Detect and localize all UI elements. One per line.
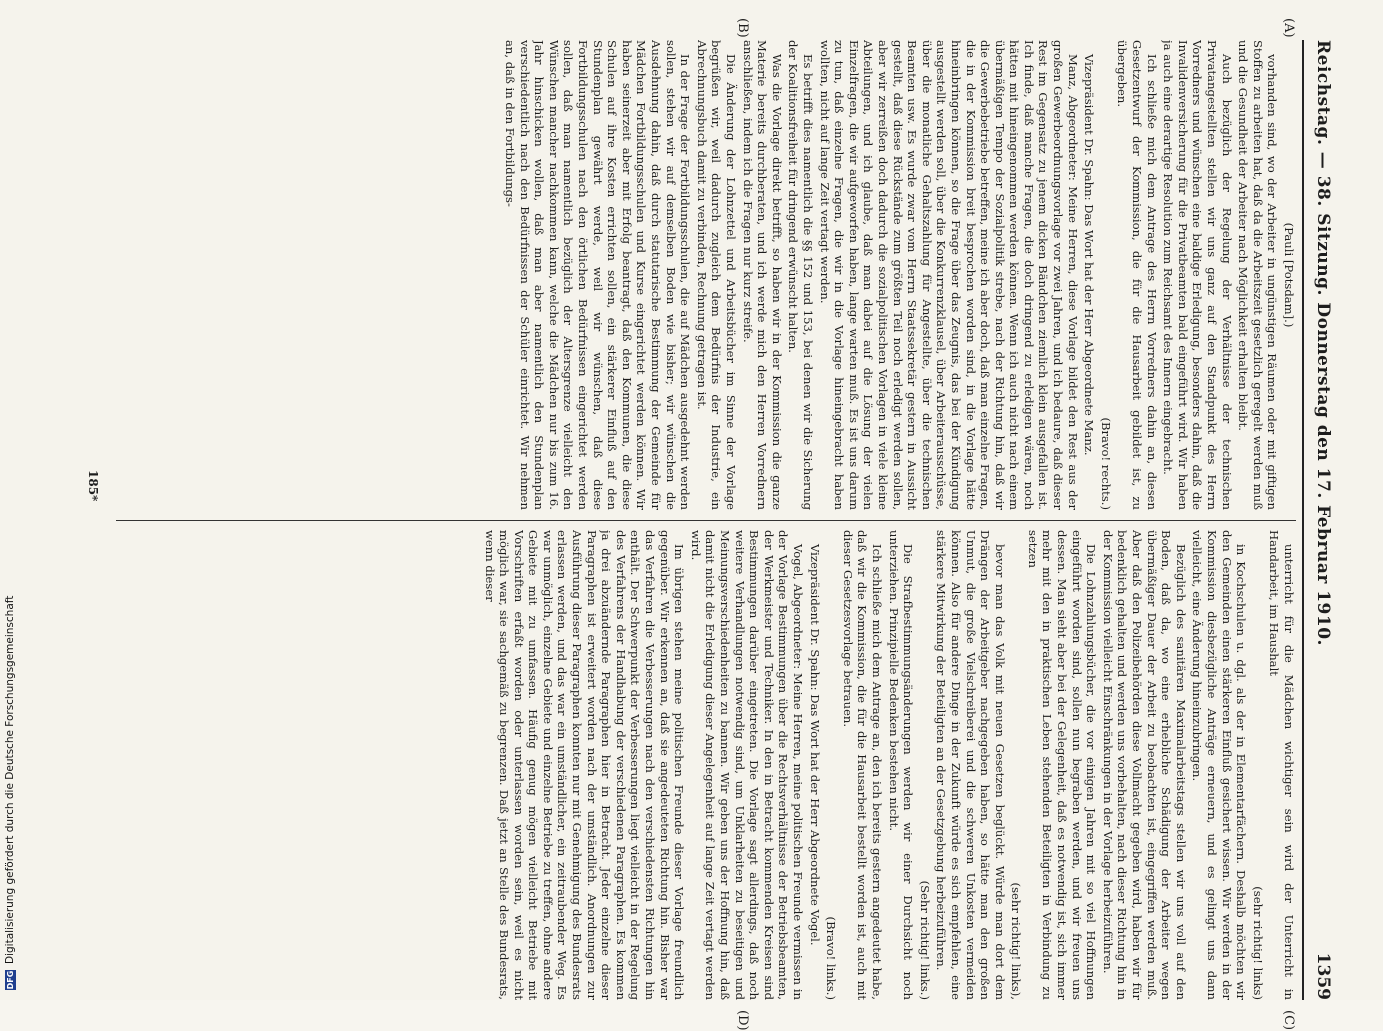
left-text-column: [116, 40, 1296, 510]
paragraph: Ich schließe mich dem Antrage des Herrn Vorredners dahin an, diesen Gesetzentwurf der Kommission, die für die Hausarbeit gebildet ist, zu übergeben.: [1115, 40, 1159, 510]
paragraph: Was die Vorlage direkt betrifft, so haben wir in der Kommission die ganze Materie bereits durchberaten, und ich werde mich den Herren Vorrednern anschließen, indem ich die Fragen nur kurz streife.: [740, 40, 784, 510]
paragraph: Es betrifft dies namentlich die §§ 152 und 153, bei denen wir die Sicherung der Koalitionsfreiheit für dringend erwünscht halten.: [786, 40, 815, 510]
paragraph: unterricht für die Mädchen wichtiger sein wird der Unterricht in Handarbeit, im Haushalt: [1267, 530, 1296, 1000]
margin-marker-c: (C): [1281, 1010, 1296, 1031]
rotated-page-content: [65, 18, 1340, 1031]
header-rule: [1302, 40, 1304, 1000]
margin-marker-d: (D): [735, 1010, 750, 1031]
page-header: [1306, 40, 1340, 1000]
paragraph: vorhanden sind, wo der Arbeiter in ungünstigen Räumen oder mit giftigen Stoffen zu arbeiten hat, daß da die Arbeitszeit gesetzlich geregelt werden muß und die Gesundheit der Arbeiter nach Möglichkeit erhalten bleibt.: [1236, 40, 1280, 510]
speaker-note: (Pauli [Potsdam].): [1282, 222, 1296, 328]
paragraph: Vizepräsident Dr. Spahn: Das Wort hat der Herr Abgeordnete Manz.: [1082, 54, 1097, 456]
paragraph: in Kochschulen u. dgl. als der in Elementarfächern. Deshalb möchten wir den Gemeinden einen stärkeren Einfluß gesichert wissen. Wir werden in der Kommission diesbezügliche Anträge erneuern, und es gelingt uns dann vielleicht, eine Änderung hineinzubringen.: [1190, 530, 1249, 1000]
paragraph: bevor man das Volk mit neuen Gesetzen beglückt. Würde man dort dem Drängen der Arbeitgeber nachgegeben haben, so hätte man den großen Unmut, die große Vielschreiberei und die schweren Unkosten vermeiden können. Also für andere Dinge in der Zukunft würde es sich empfehlen, eine stärkere Mitwirkung der Beteiligten an der Gesetzgebung herbeizuführen.: [934, 530, 1007, 1000]
page-number: 1359: [1313, 952, 1333, 1000]
interjection: (sehr richtig! links): [1250, 886, 1265, 1000]
margin-marker-a: (A): [1281, 18, 1296, 38]
page-header-title: Reichstag. — 38. Sitzung. Donnerstag den 17. Februar 1910.: [1313, 40, 1333, 646]
right-text-column: [116, 530, 1296, 1000]
paragraph: Die Strafbestimmungsänderungen werden wir einer Durchsicht noch unterziehen. Prinzipielle Bedenken bestehen nicht.: [886, 530, 916, 1000]
paragraph: Bezüglich des sanitären Maximalarbeitstags stellen wir uns voll auf den Boden, daß da, wo eine erhebliche Schädigung der Arbeiter wegen übermäßiger Dauer der Arbeit zu beobachten ist, eingegriffen werden muß. Aber daß den Polizeibehörden diese Vollmacht gegeben wird, haben wir für bedenklich gehalten und werden uns vorbehalten, nach dieser Richtung hin in der Kommission vielleicht Einschränkungen in der Vorlage herbeizuführen.: [1100, 530, 1188, 1000]
paragraph: Vogel, Abgeordneter: Meine Herren, meine politischen Freunde vermissen in der Vorlage Bestimmungen über die Rechtsverhältnisse der Betriebsbeamten, der Werkmeister und Techniker. In den in Betracht kommenden Kreisen sind Bestimmungen darüber eingetreten. Die Vorlage sagt allerdings, daß noch weitere Verhandlungen notwendig sind, um Unklarheiten zu beseitigen und Meinungsverschiedenheiten zu bannen. Wir geben uns der Hoffnung hin, daß damit nicht die Erledigung dieser Angelegenheit auf lange Zeit vertagt werden wird.: [688, 530, 805, 1000]
signature-mark: 185*: [86, 470, 100, 502]
paragraph: Ich schließe mich dem Antrage an, den ich bereits gestern angedeutet habe, daß wir die Kommission, die für die Hausarbeit bestellt worden ist, auch mit dieser Gesetzesvorlage betrauen.: [840, 530, 884, 1000]
credit-text: Digitalisierung gefördert durch die Deutsche Forschungsgemeinschaft: [4, 595, 16, 964]
paragraph: Manz, Abgeordneter: Meine Herren, diese Vorlage bildet den Rest aus der großen Gewerbeordnungsvorlage vor zwei Jahren, und ich bedaure, daß dieser Rest im Gegensatz zu jenem dicken Bändchen ziemlich klein ausgefallen ist. Ich finde, daß manche Fragen, die doch dringend zu erledigen wären, noch hätten mit hineingenommen werden können. Wenn ich auch nicht nach einem übermäßigen Tempo der Sozialpolitik strebe, nach der Richtung hin, daß wir die Gewerbebetriebe betreffen, meine ich aber doch, daß man einzelne Fragen, die in der Kommission breit besprochen worden sind, in die Vorlage hätte hineinbringen können, so die Frage über das Zeugnis, das bei der Kündigung ausgestellt werden soll, über die Konkurrenzklausel, über Arbeiterausschüsse, über die monatliche Gehaltszahlung für Angestellte, über die technischen Beamten usw. Es wurde zwar vom Herrn Staatssekretär gestern in Aussicht gestellt, daß diese Rückstände zum größten Teil noch erledigt werden sollen, aber wir zerreißen doch dadurch die sozialpolitischen Vorlagen in viele kleine Abteilungen, und ich glaube, daß man dabei auf die Lösung der vielen Einzelfragen, die wir aufgeworfen haben, lange warten muß. Es ist uns darum zu tun, daß einzelne Fragen, die wir in die Vorlage hineingebracht haben wollten, nicht auf lange Zeit vertagt werden.: [817, 40, 1080, 510]
margin-marker-b: (B): [735, 18, 750, 38]
paragraph: Die Lohnzahlungsbücher, die vor einigen Jahren mit so viel Hoffnungen eingeführt worden sind, sollen nun begraben werden, und wir freuen uns dessen. Man sieht aber bei der Gelegenheit, daß es notwendig ist, sich immer mehr mit den in praktischen Leben stehenden Beteiligten in Verbindung zu setzen: [1025, 530, 1099, 1000]
interjection: (Sehr richtig! links.): [917, 880, 932, 1000]
paragraph: Die Änderung der Lohnzettel und Arbeitsbücher im Sinne der Vorlage begrüßen wir, weil dadurch zugleich dem Bedürfnis der Industrie, ein Abrechnungsbuch damit zu verbinden, Rechnung getragen ist.: [694, 40, 739, 510]
paragraph: Auch bezüglich der Regelung der Verhältnisse der technischen Privatangestellten stellen wir uns ganz auf den Standpunkt des Herrn Vorredners und wünschen eine baldige Erledigung, besonders dahin, daß die Invalidenversicherung für die Privatbeamten bald eingeführt wird. Wir haben ja auch eine derartige Resolution zum Reichsamt des Innern eingebracht.: [1161, 40, 1234, 510]
paragraph: In der Frage der Fortbildungsschulen, die auf Mädchen ausgedehnt werden sollen, stehen wir auf demselben Boden wie bisher; wir wünschen die Ausdehnung dahin, daß durch statutarische Bestimmung der Gemeinde für Mädchen Fortbildungsschulen und Kurse eingerichtet werden können. Wir haben seinerzeit aber mit Erfolg beantragt, daß den Kommunen, die diese Schulen auf ihre Kosten errichten sollen, ein stärkerer Einfluß auf den Stundenplan gewährt werde, weil wir wünschen, daß diese Fortbildungsschulen nach den örtlichen Bedürfnissen eingerichtet werden sollen, daß man namentlich bezüglich der Altersgrenze vielleicht den Wünschen mancher nachkommen kann, welche die Mädchen nur bis zum 16. Jahr hinschicken wollen, daß man aber namentlich den Stundenplan verschiedentlich nach den Bedürfnissen der Schüler einrichtet. Wir nehmen an, daß in den Fortbildungs-: [503, 40, 693, 510]
dfg-logo-icon: DFG: [5, 970, 15, 990]
interjection: (Bravo! rechts.): [1098, 417, 1113, 510]
paragraph: Im übrigen stehen meine politischen Freunde dieser Vorlage freundlich gegenüber. Wir erkennen an, daß sie angedeuteten Richtung hin. Bisher war das Verfahren die Verbesserungen nach den verschiedensten Richtungen hin enthält. Der Schwerpunkt der Verbesserungen liegt vielleicht in der Regelung des Verfahrens der Handhabung der verschiedenen Paragraphen. Es kommen ja drei abzuändernde Paragraphen hier in Betracht. Jeder einzelne dieser Paragraphen ist erweitert worden nach der umständlich. Anordnungen zur Ausführung dieser Paragraphen konnten nur mit Genehmigung des Bundesrats erlassen werden, und das war ein umständlicher, ein zeitraubender Weg. Es war unmöglich, einzelne Gebiete und einzelne Betriebe zu treffen, ohne andere Gebiete mit zu umfassen. Häufig genug mögen vielleicht Betriebe mit Vorschriften erfaßt worden oder unterlassen worden sein, weil es nicht möglich war, sie sachgemäß zu begrenzen. Daß jetzt an Stelle des Bundesrats, wenn dieser: [482, 530, 687, 1000]
column-divider: [116, 520, 1296, 521]
digitization-credit: [4, 596, 16, 990]
interjection: (Bravo! links.): [824, 916, 839, 1000]
paragraph: Vizepräsident Dr. Spahn: Das Wort hat der Herr Abgeordnete Vogel.: [807, 544, 822, 946]
interjection: (sehr richtig! links),: [1009, 882, 1024, 1000]
